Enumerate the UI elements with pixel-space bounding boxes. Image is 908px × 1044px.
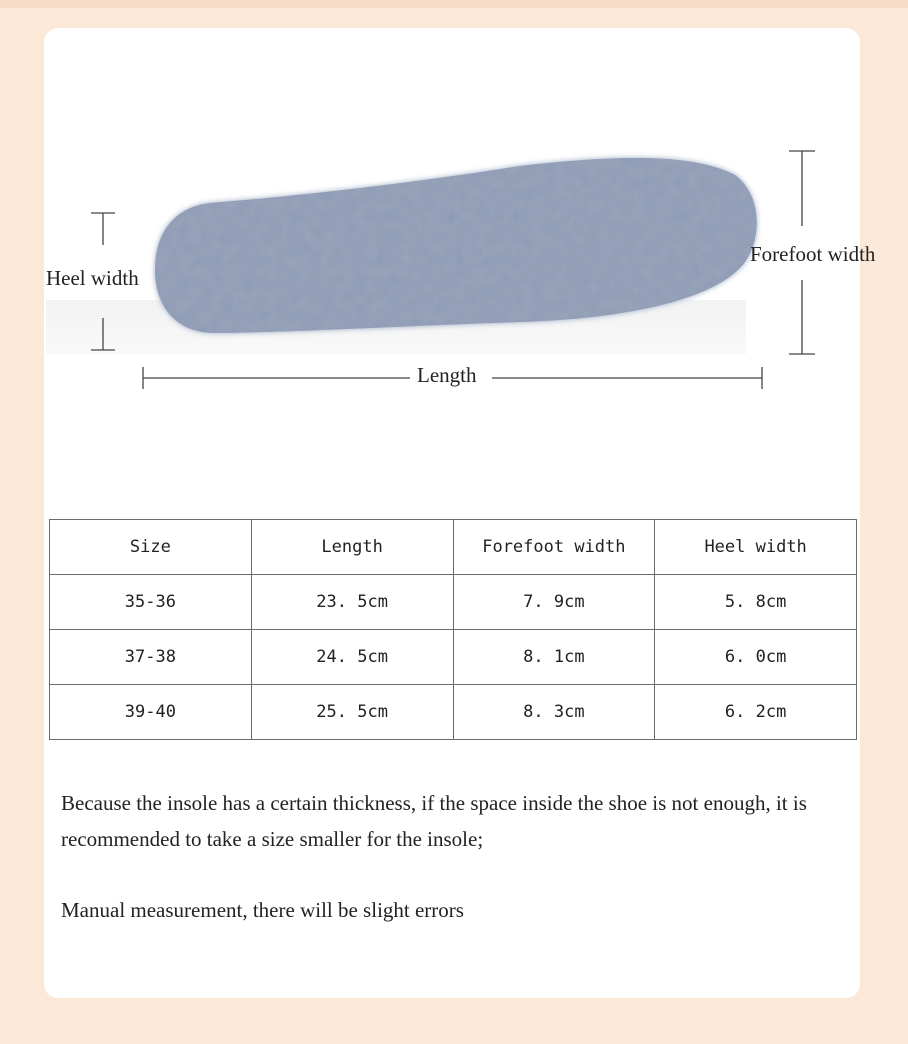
- heel-width-label: Heel width: [46, 266, 139, 290]
- cell-length: 24. 5cm: [251, 630, 453, 685]
- cell-size: 37-38: [50, 630, 252, 685]
- table-row: [50, 685, 857, 740]
- forefoot-width-label: Forefoot width: [750, 242, 876, 266]
- cell-length: 25. 5cm: [251, 685, 453, 740]
- table-row: [50, 575, 857, 630]
- cell-heel-width: 6. 0cm: [655, 630, 857, 685]
- cell-heel-width: 5. 8cm: [655, 575, 857, 630]
- cell-forefoot-width: 8. 3cm: [453, 685, 655, 740]
- cell-forefoot-width: 7. 9cm: [453, 575, 655, 630]
- cell-length: 23. 5cm: [251, 575, 453, 630]
- insole-diagram: [0, 0, 908, 420]
- measurement-note: Manual measurement, there will be slight errors: [61, 898, 464, 922]
- table-row: [50, 630, 857, 685]
- cell-forefoot-width: 8. 1cm: [453, 630, 655, 685]
- header-length: Length: [251, 520, 453, 575]
- cell-heel-width: 6. 2cm: [655, 685, 857, 740]
- header-size: Size: [50, 520, 252, 575]
- thickness-note: Because the insole has a certain thickness, if the space inside the shoe is not enough, it is recommended to take a size smaller for the insole;: [61, 791, 807, 851]
- table-header-row: [50, 520, 857, 575]
- length-label: Length: [417, 363, 477, 387]
- cell-size: 35-36: [50, 575, 252, 630]
- header-heel-width: Heel width: [655, 520, 857, 575]
- cell-size: 39-40: [50, 685, 252, 740]
- size-chart-table: [49, 519, 857, 740]
- header-forefoot-width: Forefoot width: [453, 520, 655, 575]
